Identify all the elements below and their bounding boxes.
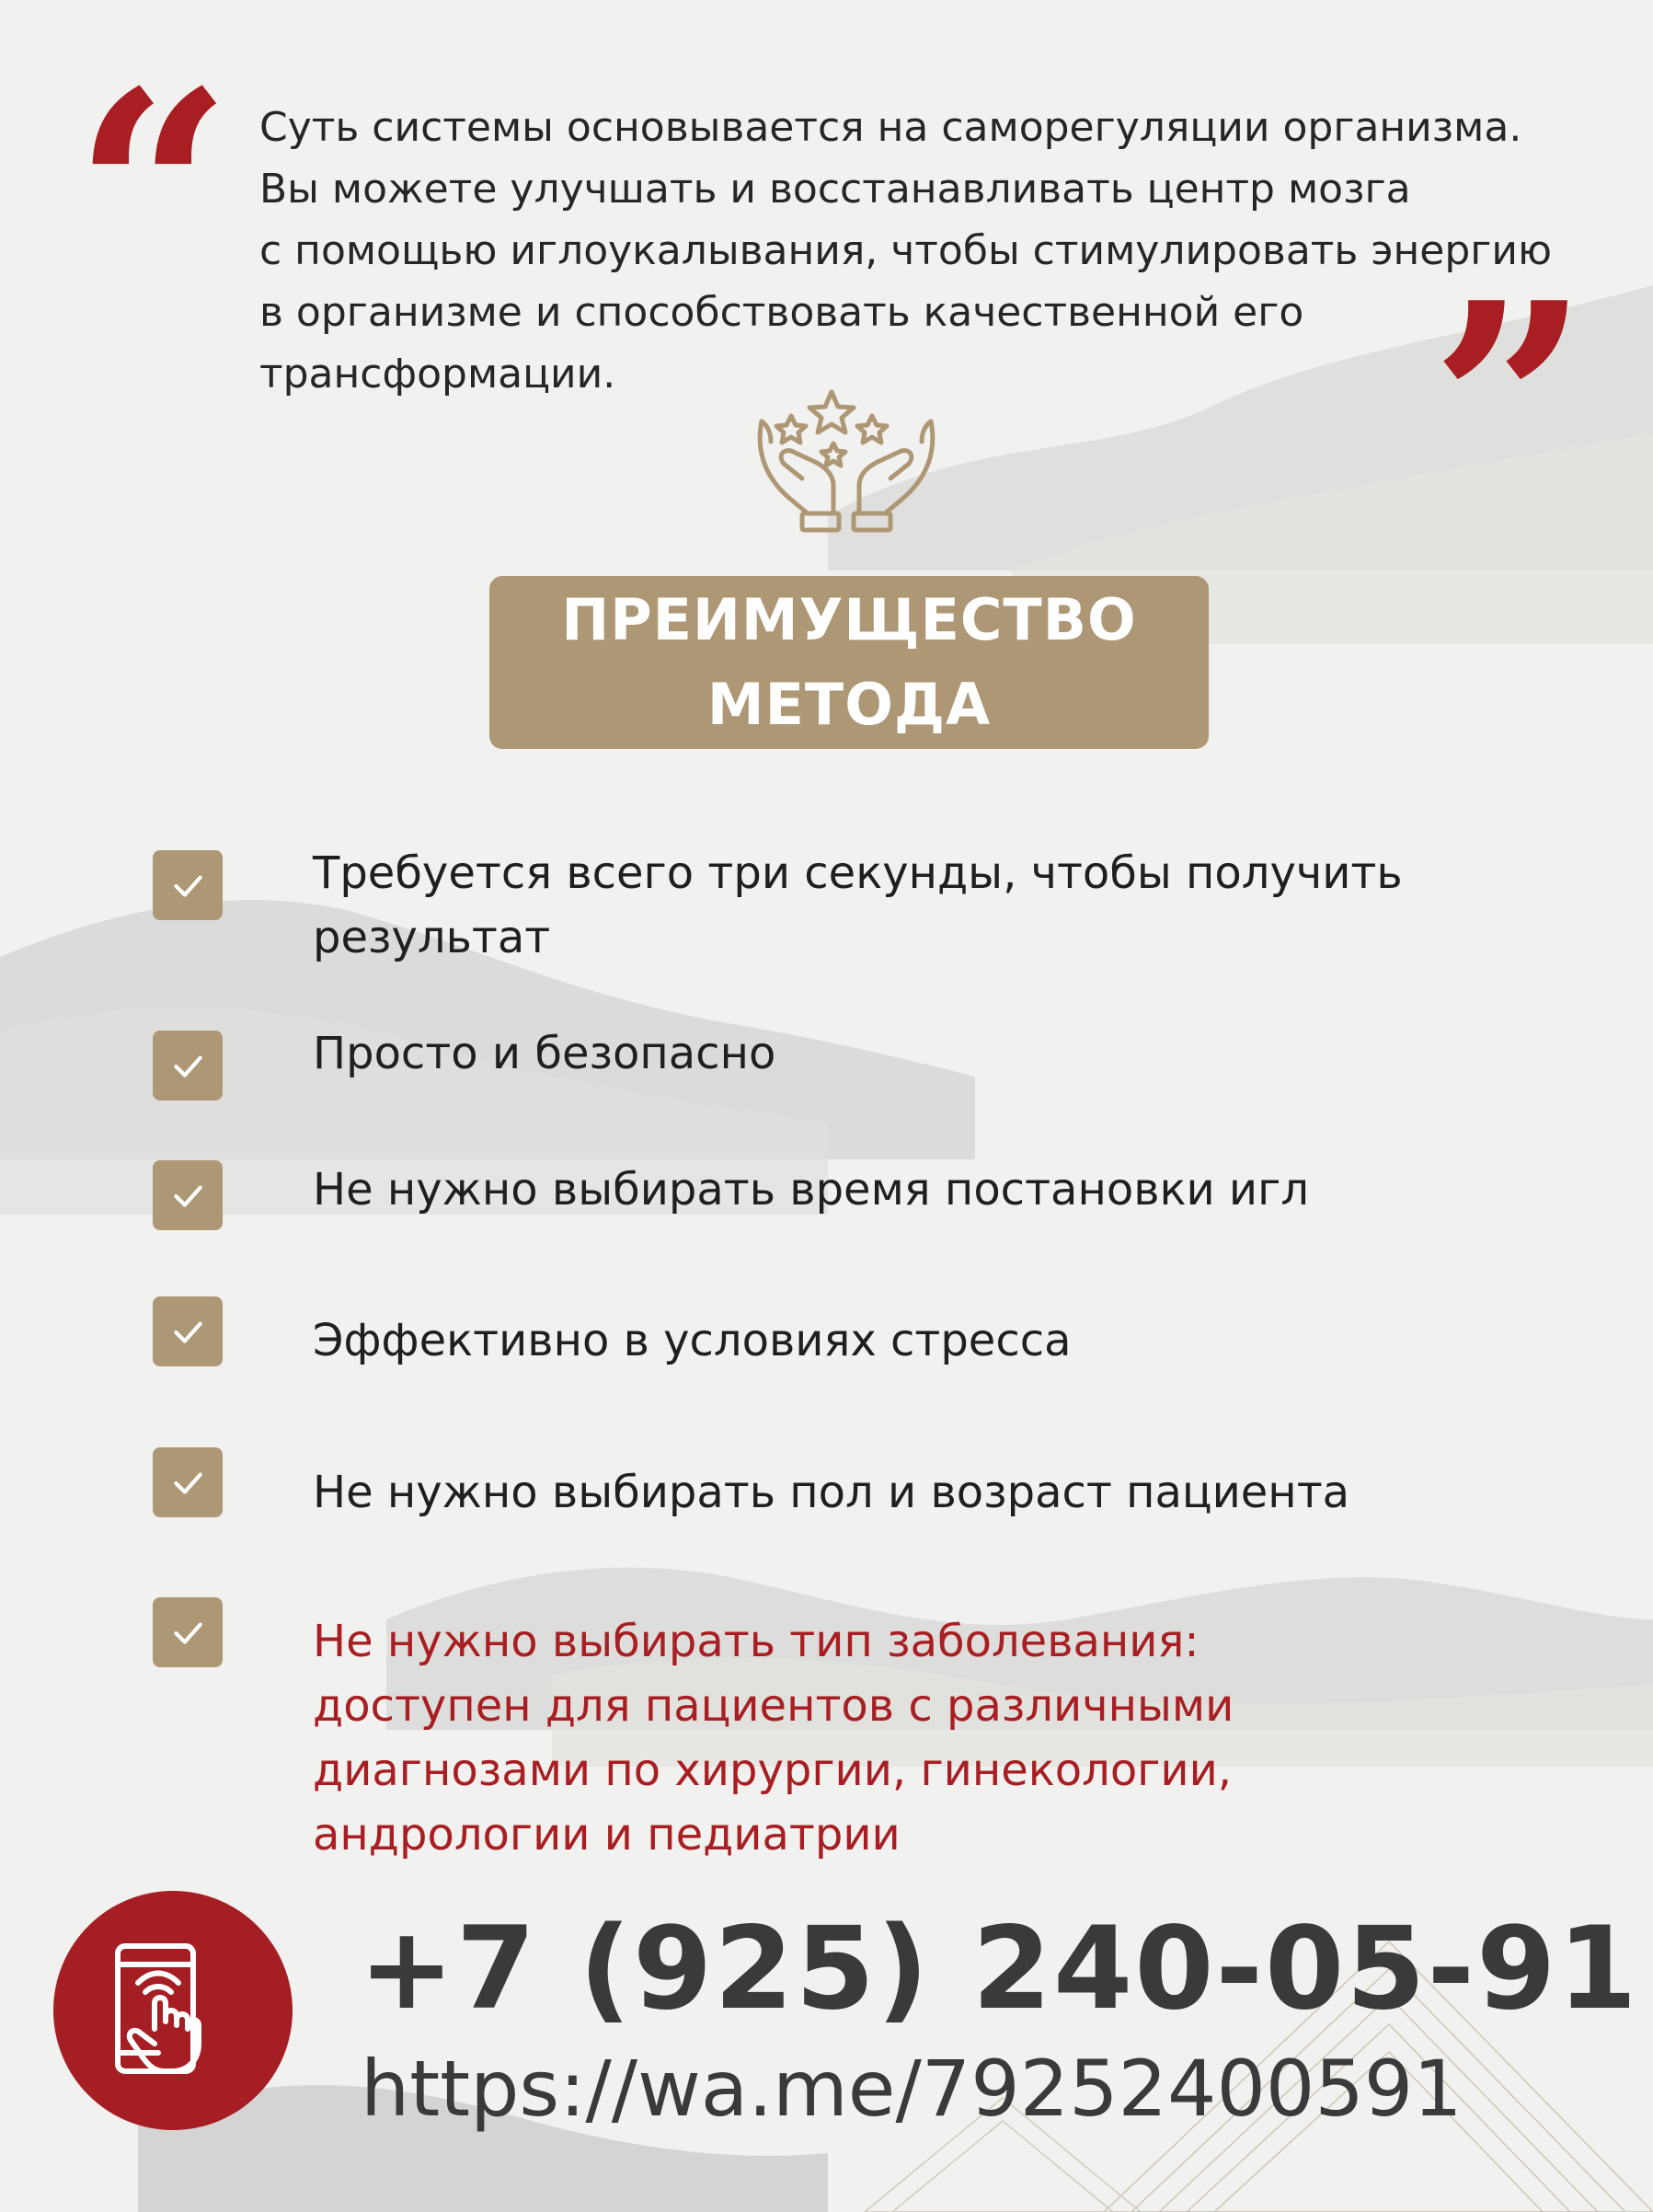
advantage-line: диагнозами по хирургии, гинекологии,: [313, 1745, 1233, 1796]
quote-line: Суть системы основывается на саморегуляции организма.: [259, 104, 1522, 151]
intro-quote-text: [259, 97, 1621, 405]
checkmark-icon: [153, 1447, 223, 1517]
phone-touch-icon[interactable]: [53, 1891, 293, 2130]
quote-line: с помощью иглоукалывания, чтобы стимулировать энергию: [259, 227, 1553, 274]
advantage-line: Эффективно в условиях стресса: [313, 1315, 1072, 1366]
checkmark-icon: [153, 1031, 223, 1100]
advantage-item: [313, 1460, 1582, 1525]
advantage-line: Не нужно выбирать пол и возраст пациента: [313, 1467, 1350, 1518]
phone-number[interactable]: +7 (925) 240-05-91: [359, 1903, 1639, 2035]
checkmark-icon: [153, 850, 223, 920]
advantage-item: [313, 1021, 1582, 1086]
advantage-item-highlight: [313, 1609, 1582, 1867]
advantage-item: [313, 1308, 1582, 1373]
quote-line: Вы можете улучшать и восстанавливать центр мозга: [259, 166, 1411, 213]
checkmark-icon: [153, 1597, 223, 1667]
quote-line: трансформации.: [259, 351, 616, 397]
advantage-line: результат: [313, 912, 551, 963]
hands-with-stars-icon: [754, 385, 938, 537]
advantage-line: Не нужно выбирать тип заболевания:: [313, 1616, 1200, 1667]
advantage-line: Не нужно выбирать время постановки игл: [313, 1164, 1310, 1215]
closing-quote-mark: ”: [1430, 242, 1590, 567]
section-title-line-1: ПРЕИМУЩЕСТВО: [561, 586, 1137, 653]
advantage-line: доступен для пациентов с различными: [313, 1680, 1234, 1732]
advantage-item: [313, 841, 1582, 970]
advantage-line: Просто и безопасно: [313, 1028, 776, 1079]
advantage-line: андрологии и педиатрии: [313, 1809, 901, 1861]
quote-line: в организме и способствовать качественной его: [259, 289, 1304, 336]
checkmark-icon: [153, 1160, 223, 1230]
section-title-line-2: МЕТОДА: [706, 671, 992, 738]
opening-quote-mark: “: [74, 30, 233, 355]
checkmark-icon: [153, 1296, 223, 1366]
advantage-item: [313, 1158, 1582, 1222]
whatsapp-link[interactable]: https://wa.me/79252400591: [361, 2044, 1463, 2134]
advantage-line: Требуется всего три секунды, чтобы получить: [313, 847, 1403, 899]
section-title-banner: [489, 576, 1209, 749]
